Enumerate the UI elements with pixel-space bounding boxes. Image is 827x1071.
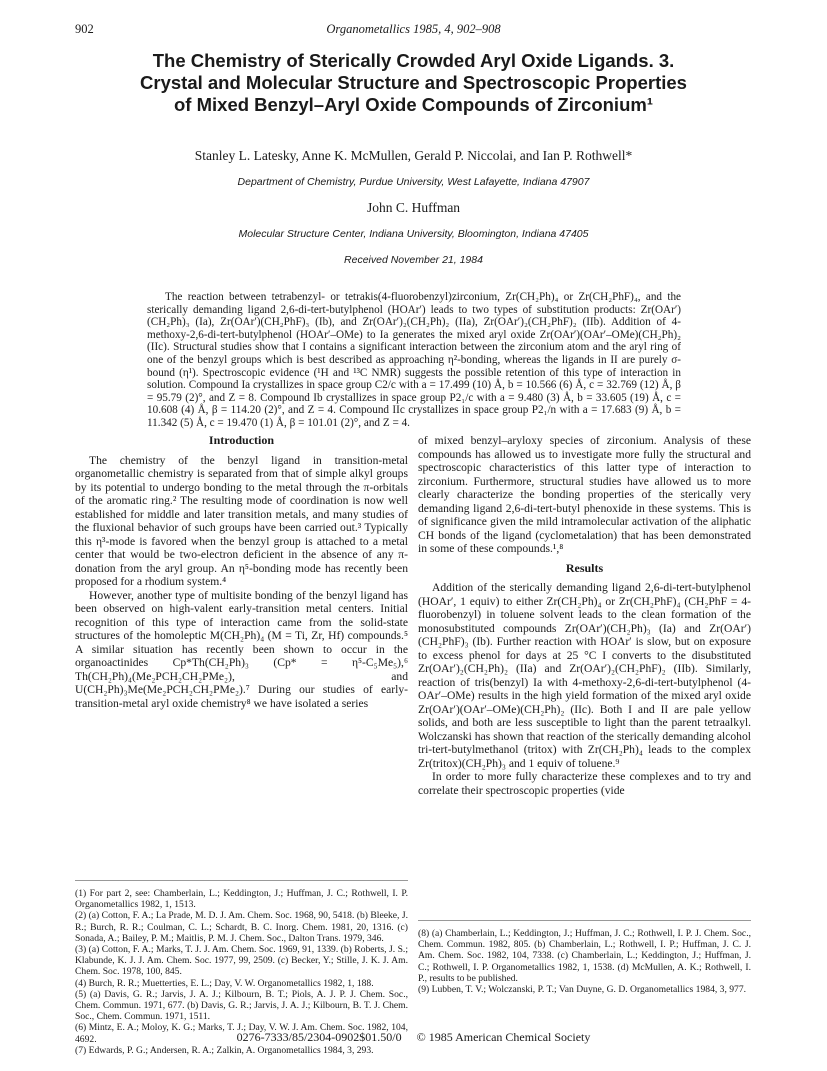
- footnote: (3) (a) Cotton, F. A.; Marks, T. J. J. Am. Chem. Soc. 1969, 91, 1339. (b) Roberts, J. S.; Klabunde, K. J. J. Am. Chem. Soc. 1977, 99, 2509. (c) Becker, Y.; Stille, J. K. J. Am. Chem. Soc. 1978, 100, 845.: [75, 944, 408, 978]
- journal-citation: Organometallics 1985, 4, 902–908: [326, 22, 501, 36]
- footnotes-right: [418, 920, 751, 995]
- paragraph: of mixed benzyl–aryloxy species of zirconium. Analysis of these compounds has allowed us to investigate more fully the structural and spectroscopic characteristics of this latter type of interaction to zirconium. Furthermore, structural studies have allowed us to more clearly characterize the bonding properties of the sterically very demanding ligand 2,6-di-tert-butyl phenoxide in these systems. This is of significance given the mild intramolecular activation of the aliphatic CH bonds of the ligand (cyclometalation) that has been demonstrated in some of these compounds.¹,⁸: [418, 434, 751, 555]
- footnote: (7) Edwards, P. G.; Andersen, R. A.; Zalkin, A. Organometallics 1984, 3, 293.: [75, 1044, 374, 1056]
- affiliation-2: Molecular Structure Center, Indiana University, Bloomington, Indiana 47405: [238, 228, 589, 240]
- footnote: (6) Mintz, E. A.; Moloy, K. G.; Marks, T. J.; Day, V. W. J. Am. Chem. Soc. 1982, 104, 4692.: [75, 1022, 408, 1045]
- page-footer: [75, 1030, 752, 1045]
- price-code: 0276-7333/85/2304-0902$01.50/0: [236, 1030, 402, 1044]
- title-line-2: Crystal and Molecular Structure and Spectroscopic Properties: [140, 72, 687, 93]
- left-column: [75, 434, 408, 710]
- author-list-2: John C. Huffman: [366, 200, 461, 215]
- article-title: [90, 50, 737, 116]
- affiliation-1: Department of Chemistry, Purdue University, West Lafayette, Indiana 47907: [237, 176, 590, 188]
- footnote: (2) (a) Cotton, F. A.; La Prade, M. D. J. Am. Chem. Soc. 1968, 90, 5418. (b) Bleeke, J. R.; Burch, R. R.; Coulman, C. L.; Schardt, B. C. Inorg. Chem. 1981, 20, 1316. (c) Sonada, A.; Bailey, P. M.; Maitlis, P. M. J. Chem. Soc., Dalton Trans. 1979, 346.: [75, 910, 408, 944]
- section-heading-introduction: Introduction: [208, 433, 275, 447]
- title-line-3: of Mixed Benzyl–Aryl Oxide Compounds of Zirconium¹: [174, 94, 653, 115]
- right-column: [418, 434, 751, 797]
- footnote: (1) For part 2, see: Chamberlain, L.; Keddington, J.; Huffman, J. C.; Rothwell, I. P. Organometallics 1982, 1, 1513.: [75, 888, 408, 911]
- paragraph: However, another type of multisite bonding of the benzyl ligand has been observed on high-valent early-transition metal centers. Initial recognition of this type of interaction came from the solid-state structures of the homoleptic M(CH₂Ph)₄ (M = Ti, Zr, Hf) compounds.⁵ A similar situation has recently been shown to occur in the organoactinides Cp*Th(CH₂Ph)₃ (Cp* = η⁵-C₅Me₅),⁶ Th(CH₂Ph)₄(Me₂PCH₂CH₂PMe₂), and U(CH₂Ph)₃Me(Me₂PCH₂CH₂PMe₂).⁷ During our studies of early-transition-metal aryl oxide chemistry⁸ we have isolated a series: [75, 588, 408, 710]
- paragraph: Addition of the sterically demanding ligand 2,6-di-tert-butylphenol (HOAr′, 1 equiv) to either Zr(CH₂Ph)₄ or Zr(CH₂PhF)₄ (CH₂PhF = 4-fluorobenzyl) in toluene solvent leads to the clean formation of the monosubstituted compounds Zr(OAr′)(CH₂Ph)₃ (Ia) and Zr(OAr′)(CH₂PhF)₃ (Ib). Further reaction with HOAr′ is slow, but on exposure to excess phenol for days at 25 °C I converts to the disubstituted Zr(OAr′)₂(CH₂Ph)₂ (IIa) and Zr(OAr′)₂(CH₂PhF)₂ (IIb). Similarly, reaction of tris(benzyl) Ia with 4-methoxy-2,6-di-tert-butylphenol (4-OAr′–OMe) results in the high yield formation of the mixed aryl oxide Zr(OAr′)(OAr′–OMe)(CH₂Ph)₂ (IIc). Both I and II are pale yellow solids, and both are less susceptible to light than the parent tetraalkyl. Wolczanski has shown that reaction of the sterically demanding alcohol tri-tert-butylmethanol (tritox) with Zr(CH₂Ph)₄ leads to the complex Zr(tritox)(CH₂Ph)₃ and 1 equiv of toluene.⁹: [418, 581, 751, 770]
- running-header: [75, 22, 752, 38]
- footnote: (5) (a) Davis, G. R.; Jarvis, J. A. J.; Kilbourn, B. T.; Piols, A. J. P. J. Chem. Soc., Chem. Commun. 1971, 677. (b) Davis, G. R.; Jarvis, J. A. J.; Kilbourn, B. T. J. Chem. Soc., Chem. Commun. 1971, 1511.: [75, 988, 408, 1023]
- footnote: (8) (a) Chamberlain, L.; Keddington, J.; Huffman, J. C.; Rothwell, I. P. J. Chem. Soc., Chem. Commun. 1982, 805. (b) Chamberlain, L.; Rothwell, I. P.; Huffman, J. C. J. Am. Chem. Soc. 1982, 104, 7338. (c) Chamberlain, L.; Keddington, J.; Huffman, J. C.; Rothwell, I. P. Organometallics 1982, 1, 1538. (d) McMullen, A. K.; Rothwell, I. P., results to be published.: [418, 928, 751, 984]
- title-line-1: The Chemistry of Sterically Crowded Aryl Oxide Ligands. 3.: [152, 50, 675, 71]
- abstract: The reaction between tetrabenzyl- or tetrakis(4-fluorobenzyl)zirconium, Zr(CH₂Ph)₄ or Zr(CH₂PhF)₄, and the sterically demanding ligand 2,6-di-tert-butylphenol (HOAr′) leads to two types of substitution products: Zr(OAr′)(CH₂Ph)₃ (Ia), Zr(OAr′)(CH₂PhF)₃ (Ib), and Zr(OAr′)₂(CH₂Ph)₂ (IIa), Zr(OAr′)₂(CH₂PhF)₂ (IIb). Addition of 4-methoxy-2,6-di-tert-butylphenol (HOAr′–OMe) to Ia generates the mixed aryl oxide Zr(OAr′)(OAr′–OMe)(CH₂Ph)₂ (IIc). Structural studies show that I contains a significant interaction between the zirconium atom and the aryl ring of one of the benzyl groups which is best described as approaching η²-bonding, whereas the ligands in II are purely σ-bound (η¹). Spectroscopic evidence (¹H and ¹³C NMR) suggests the possible retention of this type of interaction in solution. Compound Ia crystallizes in space group C2/c with a = 17.499 (10) Å, b = 10.566 (6) Å, c = 32.769 (12) Å, β = 95.79 (2)°, and Z = 8. Compound Ib crystallizes in space group P2₁/c with a = 9.480 (3) Å, b = 33.605 (19) Å, c = 10.608 (4) Å, β = 114.20 (2)°, and Z = 4. Compound IIc crystallizes in space group P2₁/n with a = 17.683 (9) Å, b = 11.342 (5) Å, c = 19.470 (1) Å, β = 101.01 (2)°, and Z = 4.: [147, 291, 681, 429]
- footnote: (9) Lubben, T. V.; Wolczanski, P. T.; Van Duyne, G. D. Organometallics 1984, 3, 977.: [418, 984, 747, 996]
- section-heading-results: Results: [565, 560, 604, 575]
- page-number: 902: [75, 22, 94, 36]
- paragraph: The chemistry of the benzyl ligand in transition-metal organometallic chemistry is separated from that of simple alkyl groups by its potential to undergo bonding to the metal through the π-orbitals of the aromatic ring.² The resulting mode of coordination is now well established for middle and later transition metals, and many studies of the fluxional behavior of such groups have been carried out.³ Typically this η³-mode is favored when the benzyl group is attached to a metal center that would be two-electron deficient in the absence of any π-donation from the aryl group. An η⁵-bonding mode has recently been proposed for a rhodium system.⁴: [75, 453, 408, 588]
- author-list-1: Stanley L. Latesky, Anne K. McMullen, Gerald P. Niccolai, and Ian P. Rothwell*: [194, 148, 633, 163]
- footnote: (4) Burch, R. R.; Muetterties, E. L.; Day, V. W. Organometallics 1982, 1, 188.: [75, 977, 374, 989]
- paragraph: In order to more fully characterize these complexes and to try and correlate their spectroscopic properties (vide: [418, 770, 751, 797]
- copyright: © 1985 American Chemical Society: [416, 1030, 591, 1044]
- received-date: Received November 21, 1984: [344, 254, 483, 266]
